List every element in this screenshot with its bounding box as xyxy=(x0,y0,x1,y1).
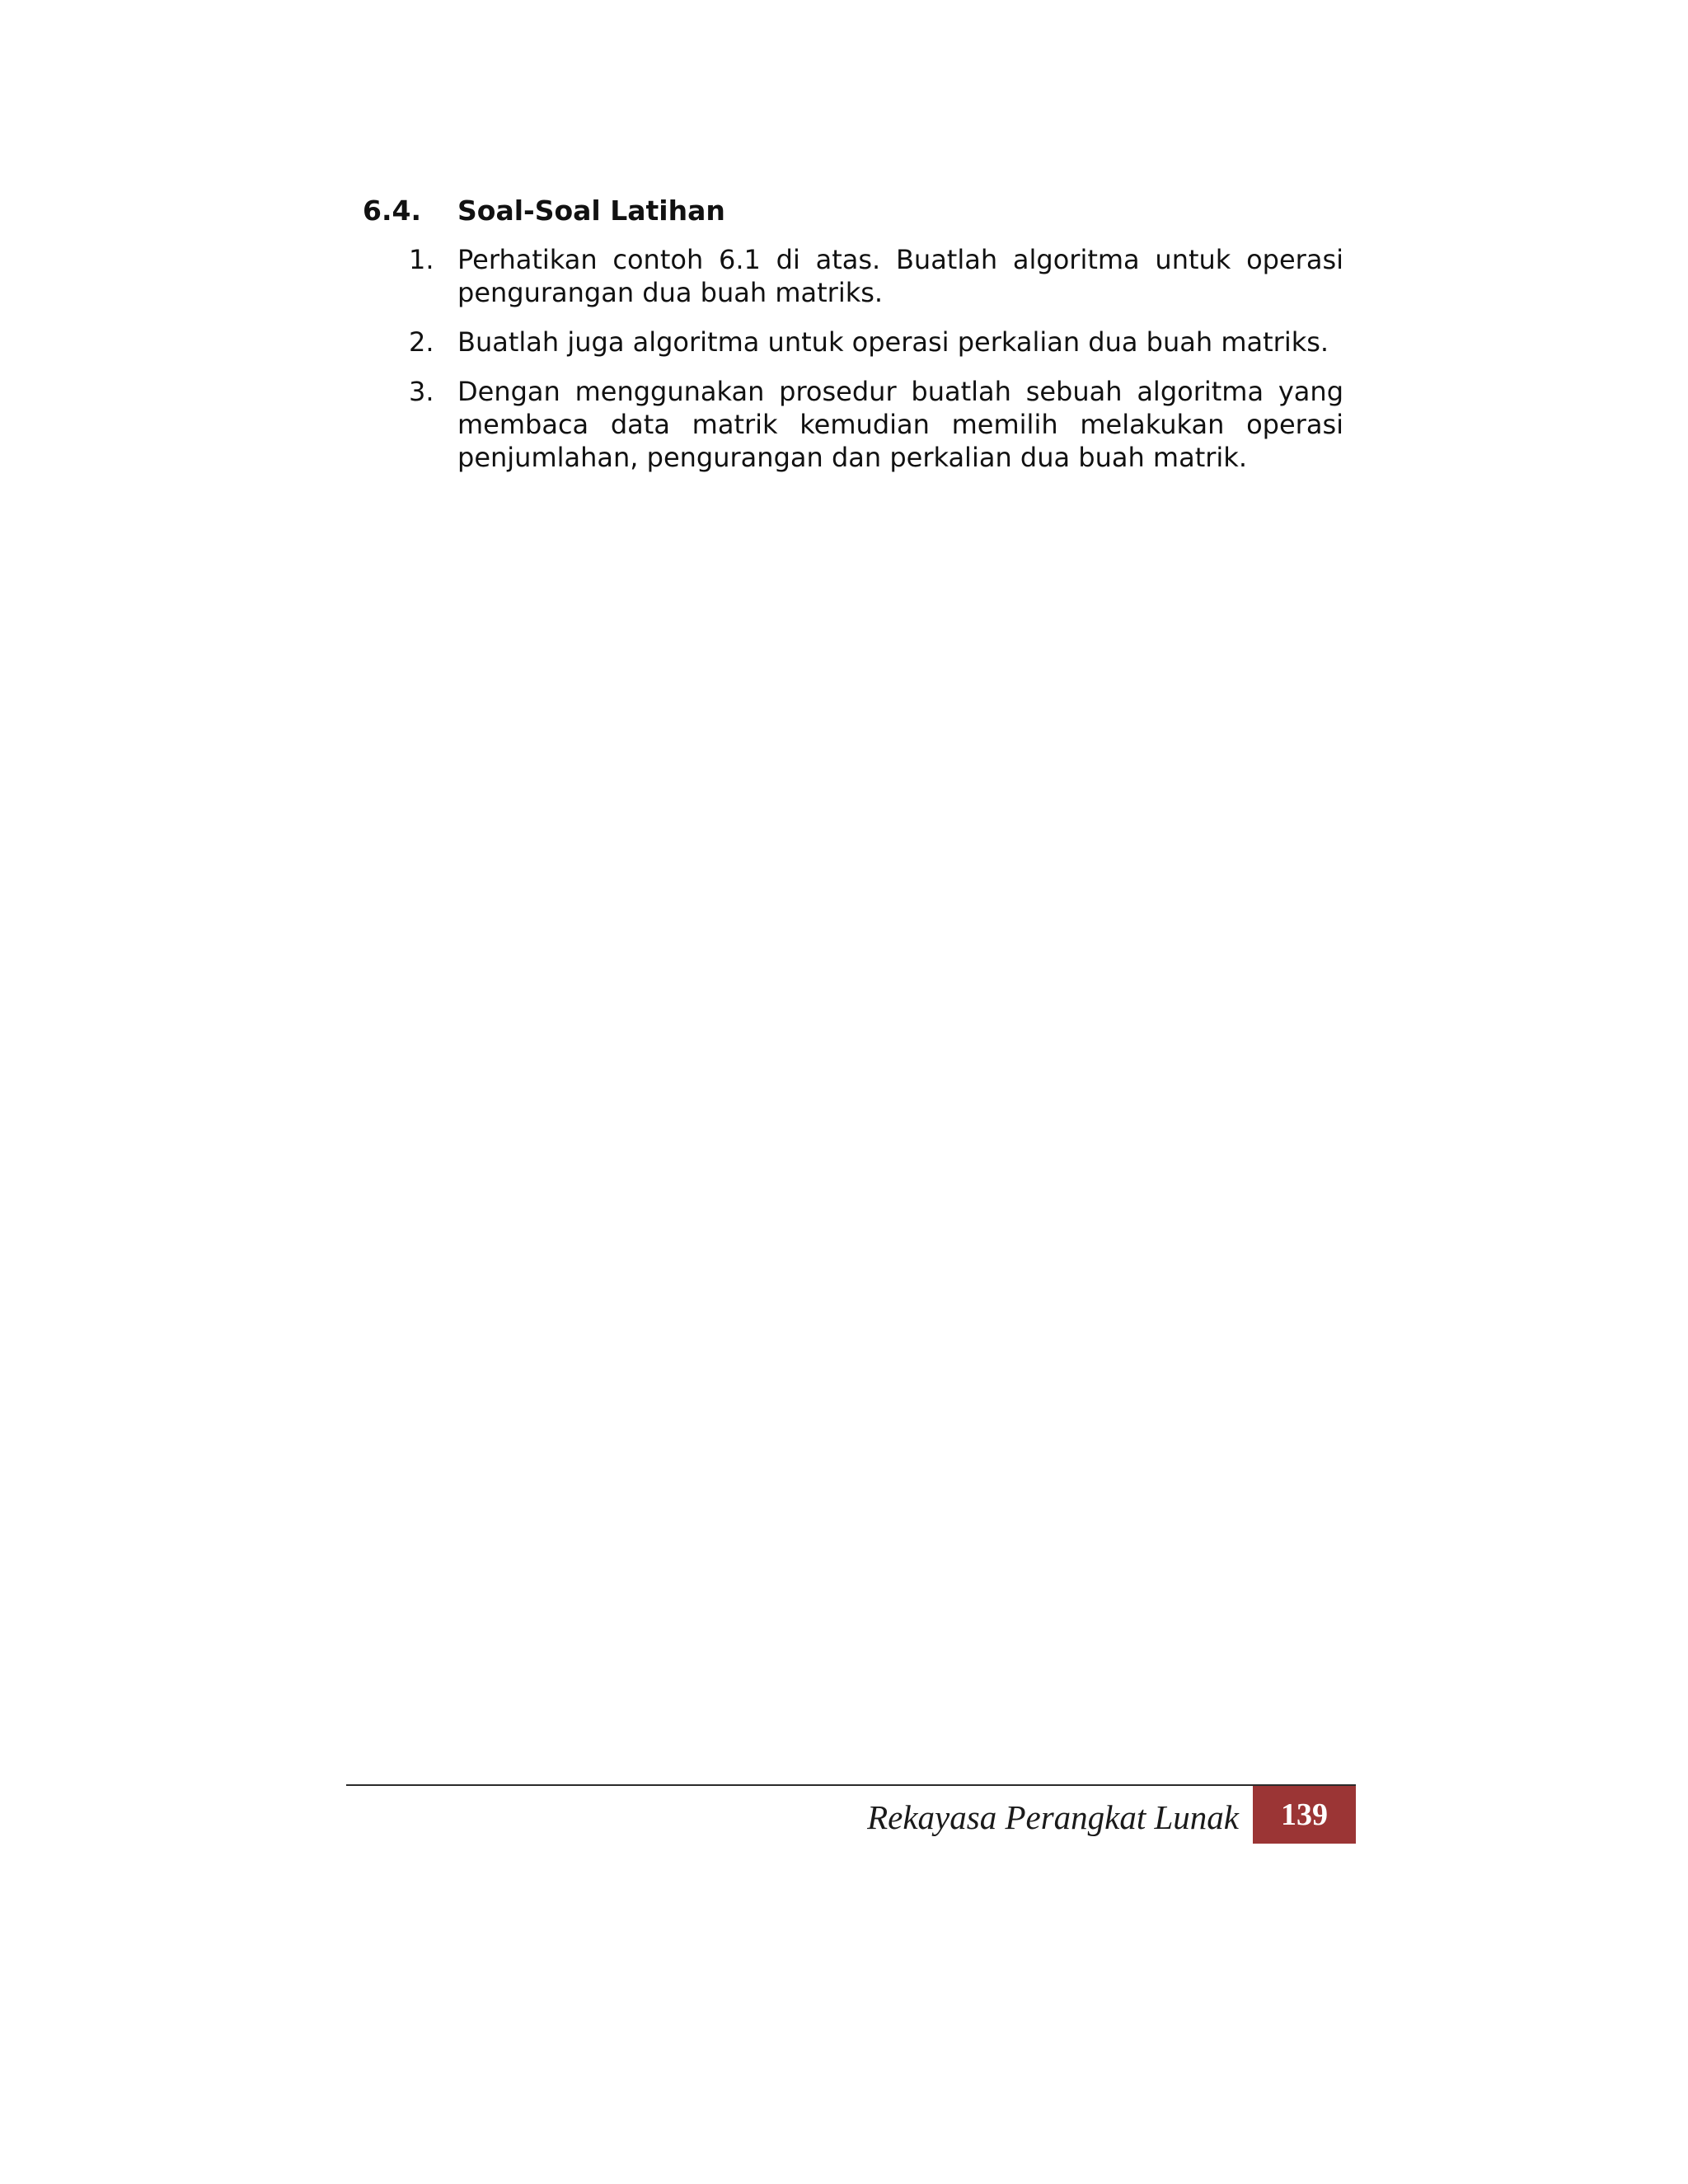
exercise-list xyxy=(363,243,1343,490)
exercise-text: Dengan menggunakan prosedur buatlah sebuah algoritma yang membaca data matrik kemudian memilih melakukan operasi penjumlahan, pengurangan dan perkalian dua buah matrik. xyxy=(457,376,1343,473)
footer-book-title: Rekayasa Perangkat Lunak xyxy=(867,1798,1239,1836)
section-title: Soal-Soal Latihan xyxy=(457,194,725,227)
footer-divider xyxy=(346,1784,1356,1786)
exercise-text: Buatlah juga algoritma untuk operasi perkalian dua buah matriks. xyxy=(457,326,1329,358)
exercise-item xyxy=(363,375,1343,474)
exercise-text: Perhatikan contoh 6.1 di atas. Buatlah algoritma untuk operasi pengurangan dua buah matriks. xyxy=(457,244,1343,308)
section-number: 6.4. xyxy=(363,194,421,227)
exercise-item xyxy=(363,243,1343,309)
exercise-number: 3. xyxy=(409,376,434,407)
section-heading xyxy=(363,193,1343,229)
exercise-number: 1. xyxy=(409,244,434,275)
exercise-item xyxy=(363,326,1343,359)
exercise-number: 2. xyxy=(409,326,434,358)
page-number-badge: 139 xyxy=(1253,1786,1356,1844)
